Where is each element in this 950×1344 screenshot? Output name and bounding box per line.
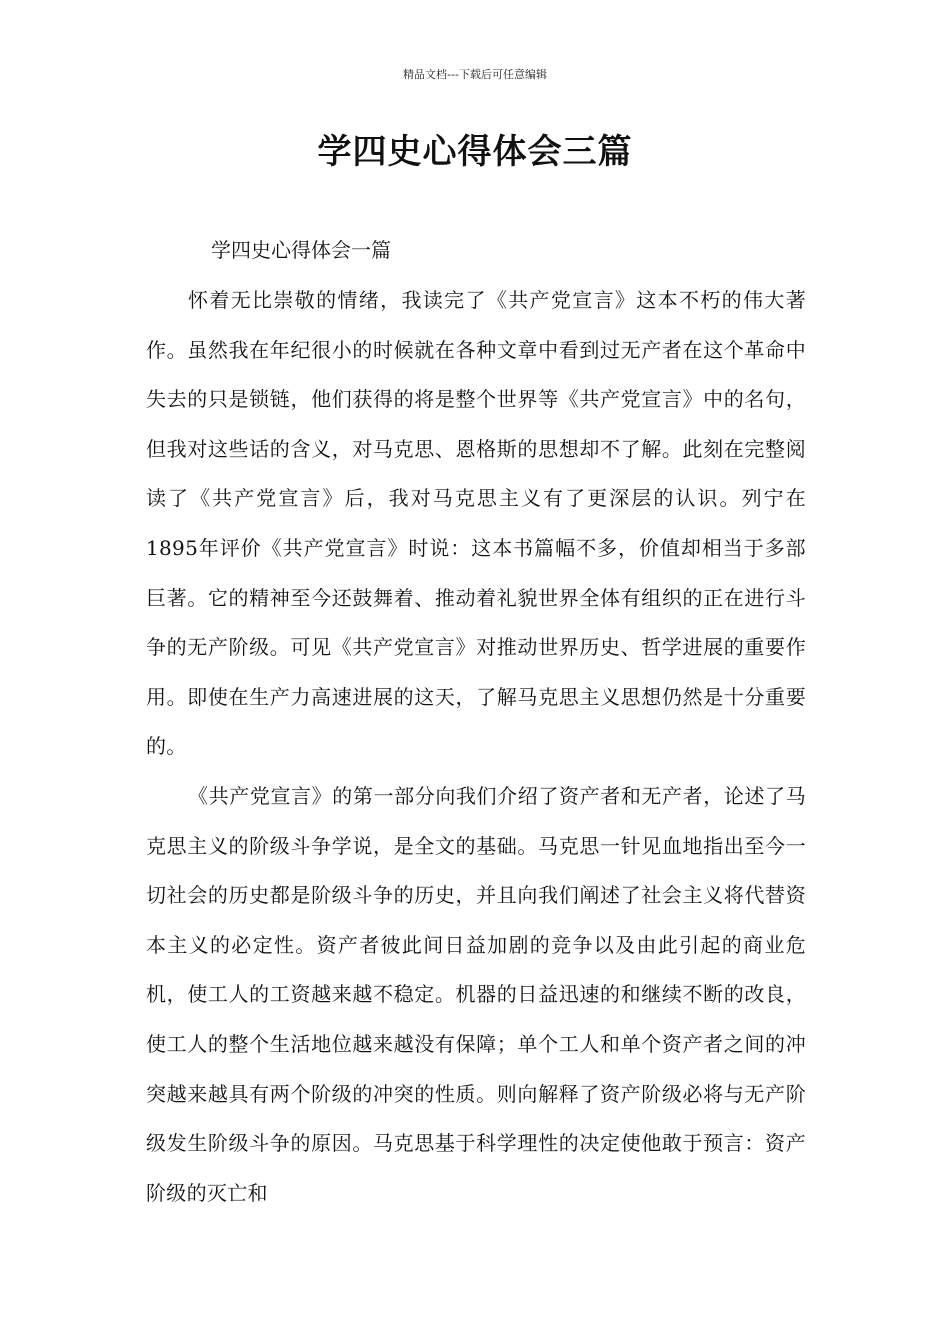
header-note: 精品文档---下载后可任意编辑 bbox=[403, 68, 547, 81]
document-title: 学四史心得体会三篇 bbox=[317, 132, 633, 172]
section-heading: 学四史心得体会一篇 bbox=[211, 238, 391, 262]
document-body bbox=[146, 276, 806, 1218]
body-paragraph: 《共产党宣言》的第一部分向我们介绍了资产者和无产者，论述了马克思主义的阶级斗争学说，是全文的基础。马克思一针见血地指出至今一切社会的历史都是阶级斗争的历史，并且向我们阐述了社会主义将代替资本主义的必定性。资产者彼此间日益加剧的竞争以及由此引起的商业危机，使工人的工资越来越不稳定。机器的日益迅速的和继续不断的改良，使工人的整个生活地位越来越没有保障；单个工人和单个资产者之间的冲突越来越具有两个阶级的冲突的性质。则向解释了资产阶级必将与无产阶级发生阶级斗争的原因。马克思基于科学理性的决定使他敢于预言：资产阶级的灭亡和 bbox=[146, 783, 806, 1205]
body-paragraph: 怀着无比崇敬的情绪，我读完了《共产党宣言》这本不朽的伟大著作。虽然我在年纪很小的时候就在各种文章中看到过无产者在这个革命中失去的只是锁链，他们获得的将是整个世界等《共产党宣言》中的名句，但我对这些话的含义，对马克思、恩格斯的思想却不了解。此刻在完整阅读了《共产党宣言》后，我对马克思主义有了更深层的认识。列宁在1895年评价《共产党宣言》时说：这本书篇幅不多，价值却相当于多部巨著。它的精神至今还鼓舞着、推动着礼貌世界全体有组织的正在进行斗争的无产阶级。可见《共产党宣言》对推动世界历史、哲学进展的重要作用。即使在生产力高速进展的这天，了解马克思主义思想仍然是十分重要的。 bbox=[146, 288, 806, 759]
